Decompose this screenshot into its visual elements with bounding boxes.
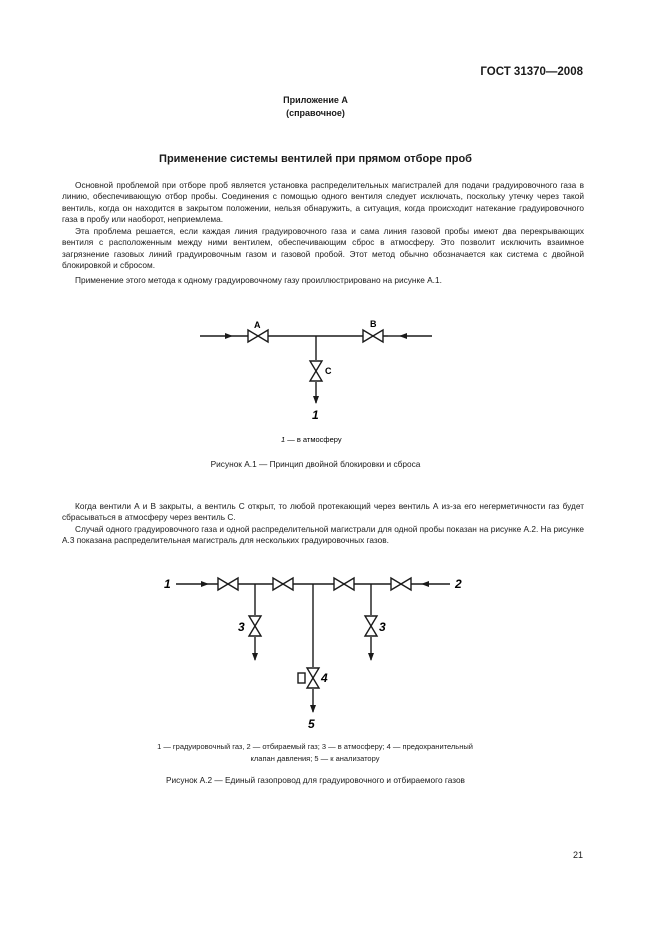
label-relief: 4 [321,671,328,685]
standard-number: ГОСТ 31370—2008 [480,66,583,78]
label-inlet-2: 2 [455,577,462,591]
vent-valve-left [249,616,261,636]
paragraph: Применение этого метода к одному градуировочному газу проиллюстрировано на рисунке А.1. [75,275,442,285]
appendix-subtitle: (справочное) [286,108,345,118]
paragraph: Когда вентили А и В закрыты, а вентиль С открыт, то любой протекающий через вентиль А из-за его негерметичности газ будет сбрасываться в атмосферу через вентиль С. [62,501,584,523]
figure2-legend [100,741,530,765]
label-vent-left: 3 [238,620,245,634]
outlet-label: 1 [312,408,319,422]
vent-valve-right [365,616,377,636]
page-number: 21 [572,850,583,860]
valve-2 [273,578,293,590]
valve-label-a: A [254,320,261,330]
relief-valve-box [298,673,305,683]
label-vent-right: 3 [379,620,386,634]
section-title: Применение системы вентилей при прямом отборе проб [159,153,472,165]
figure2-caption: Рисунок А.2 — Единый газопровод для градуировочного и отбираемого газов [166,775,465,785]
appendix-title: Приложение А [283,95,348,105]
valve-1 [218,578,238,590]
figure1-caption: Рисунок А.1 — Принцип двойной блокировки и сброса [210,459,421,469]
valve-4 [391,578,411,590]
paragraph: Основной проблемой при отборе проб является установка распределительных магистралей для подачи градуировочного газа в линию, обеспечивающую отбор пробы. Соединения с помощью одного вентиля следует исключать, поскольку утечку через такой вентиль, когда он находится в закрытом положении, нельзя обнаружить, а ситуация, когда происходит натекание градуировочного газа в пробу или наоборот, неприемлема. [62,180,584,224]
paragraph: Случай одного градуировочного газа и одной распределительной магистрали для одной пробы показан на рисунке А.2. На рисунке А.3 показана распределительная магистраль для нескольких градуировочных газов. [62,524,584,546]
valve-c [310,361,322,381]
figure1-legend: 1 — в атмосферу [281,435,342,444]
figure2-legend-line: 1 — градуировочный газ, 2 — отбираемый газ; 3 — в атмосферу; 4 — предохранительный [157,742,473,751]
label-analyzer: 5 [308,717,315,731]
label-inlet-1: 1 [164,577,171,591]
figure-a2-diagram [0,560,661,740]
valve-label-c: C [325,366,332,376]
relief-valve [307,668,319,688]
valve-a [248,330,268,342]
figure2-legend-line: клапан давления; 5 — к анализатору [250,754,380,763]
valve-3 [334,578,354,590]
valve-label-b: B [370,319,377,329]
valve-b [363,330,383,342]
paragraph: Эта проблема решается, если каждая линия градуировочного газа и сама линия газовой пробы имеют два перекрывающих вентиля с расположенным между ними вентилем, обеспечивающим сброс в атмосферу. Это позволит исключить взаимное загрязнение газовых линий градуировочным газом и газовой пробой. Этот метод обычно обозначается как система с двойной блокировкой и сбросом. [62,226,584,270]
